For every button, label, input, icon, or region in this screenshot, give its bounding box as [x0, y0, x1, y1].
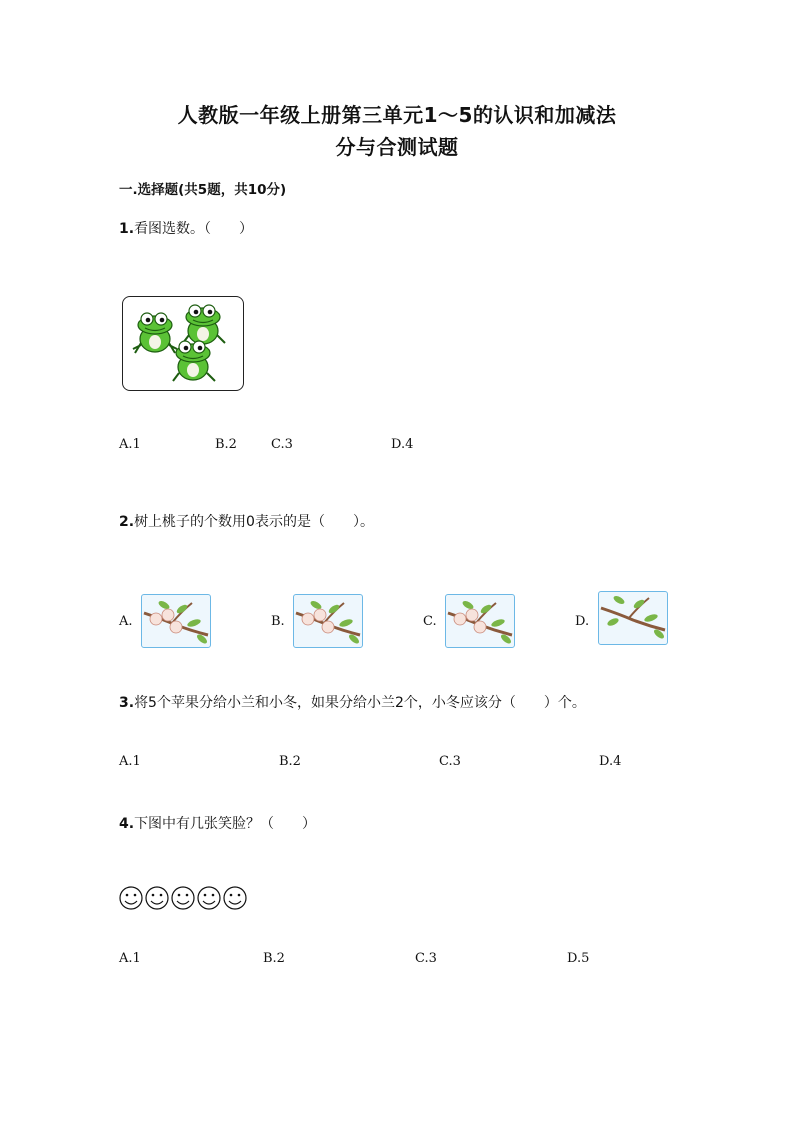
question-3	[119, 692, 586, 712]
q4-option-d[interactable]: D.5	[567, 951, 590, 966]
peach-branch-image-a[interactable]	[141, 594, 211, 648]
q3-option-c[interactable]: C.3	[439, 754, 461, 769]
question-text: 将5个苹果分给小兰和小冬，如果分给小兰2个，小冬应该分（ ）个。	[134, 695, 586, 711]
q4-option-b[interactable]: B.2	[263, 951, 285, 966]
smiley-faces-illustration	[119, 886, 251, 910]
q2-option-d[interactable]: D.	[575, 614, 590, 629]
smiley-icon	[120, 887, 142, 909]
peach-branch-image-c[interactable]	[445, 594, 515, 648]
smiley-icon	[146, 887, 168, 909]
peach-branch-icon	[294, 595, 362, 647]
q2-option-b[interactable]: B.	[271, 614, 285, 629]
question-text: 树上桃子的个数用0表示的是（ ）。	[134, 514, 374, 530]
question-number: 1.	[119, 221, 135, 237]
peach-branch-icon	[446, 595, 514, 647]
q1-option-a[interactable]: A.1	[119, 437, 141, 452]
q4-option-a[interactable]: A.1	[119, 951, 141, 966]
peach-branch-icon	[142, 595, 210, 647]
q1-option-c[interactable]: C.3	[271, 437, 293, 452]
question-2	[119, 511, 374, 531]
q2-option-a[interactable]: A.	[119, 614, 133, 629]
section-header: 一.选择题(共5题，共10分)	[119, 182, 287, 198]
q1-option-d[interactable]: D.4	[391, 437, 414, 452]
peach-branch-image-b[interactable]	[293, 594, 363, 648]
q4-option-c[interactable]: C.3	[415, 951, 437, 966]
peach-branch-image-d[interactable]	[598, 591, 668, 645]
question-text: 看图选数。（ ）	[134, 221, 254, 237]
smiley-icon	[224, 887, 246, 909]
q3-option-a[interactable]: A.1	[119, 754, 141, 769]
question-4	[119, 813, 316, 833]
frog-icon	[123, 297, 243, 390]
frogs-illustration	[122, 296, 244, 391]
question-number: 4.	[119, 816, 135, 832]
bare-branch-icon	[599, 592, 667, 644]
q1-option-b[interactable]: B.2	[215, 437, 237, 452]
question-number: 3.	[119, 695, 135, 711]
q3-option-b[interactable]: B.2	[279, 754, 301, 769]
question-1	[119, 218, 253, 238]
question-number: 2.	[119, 514, 135, 530]
page-title: 人教版一年级上册第三单元1～5的认识和加减法	[177, 103, 617, 127]
smiley-icon	[198, 887, 220, 909]
page-subtitle: 分与合测试题	[335, 135, 459, 159]
q2-option-c[interactable]: C.	[423, 614, 437, 629]
q3-option-d[interactable]: D.4	[599, 754, 622, 769]
question-text: 下图中有几张笑脸？（ ）	[134, 816, 317, 832]
smiley-icon	[172, 887, 194, 909]
